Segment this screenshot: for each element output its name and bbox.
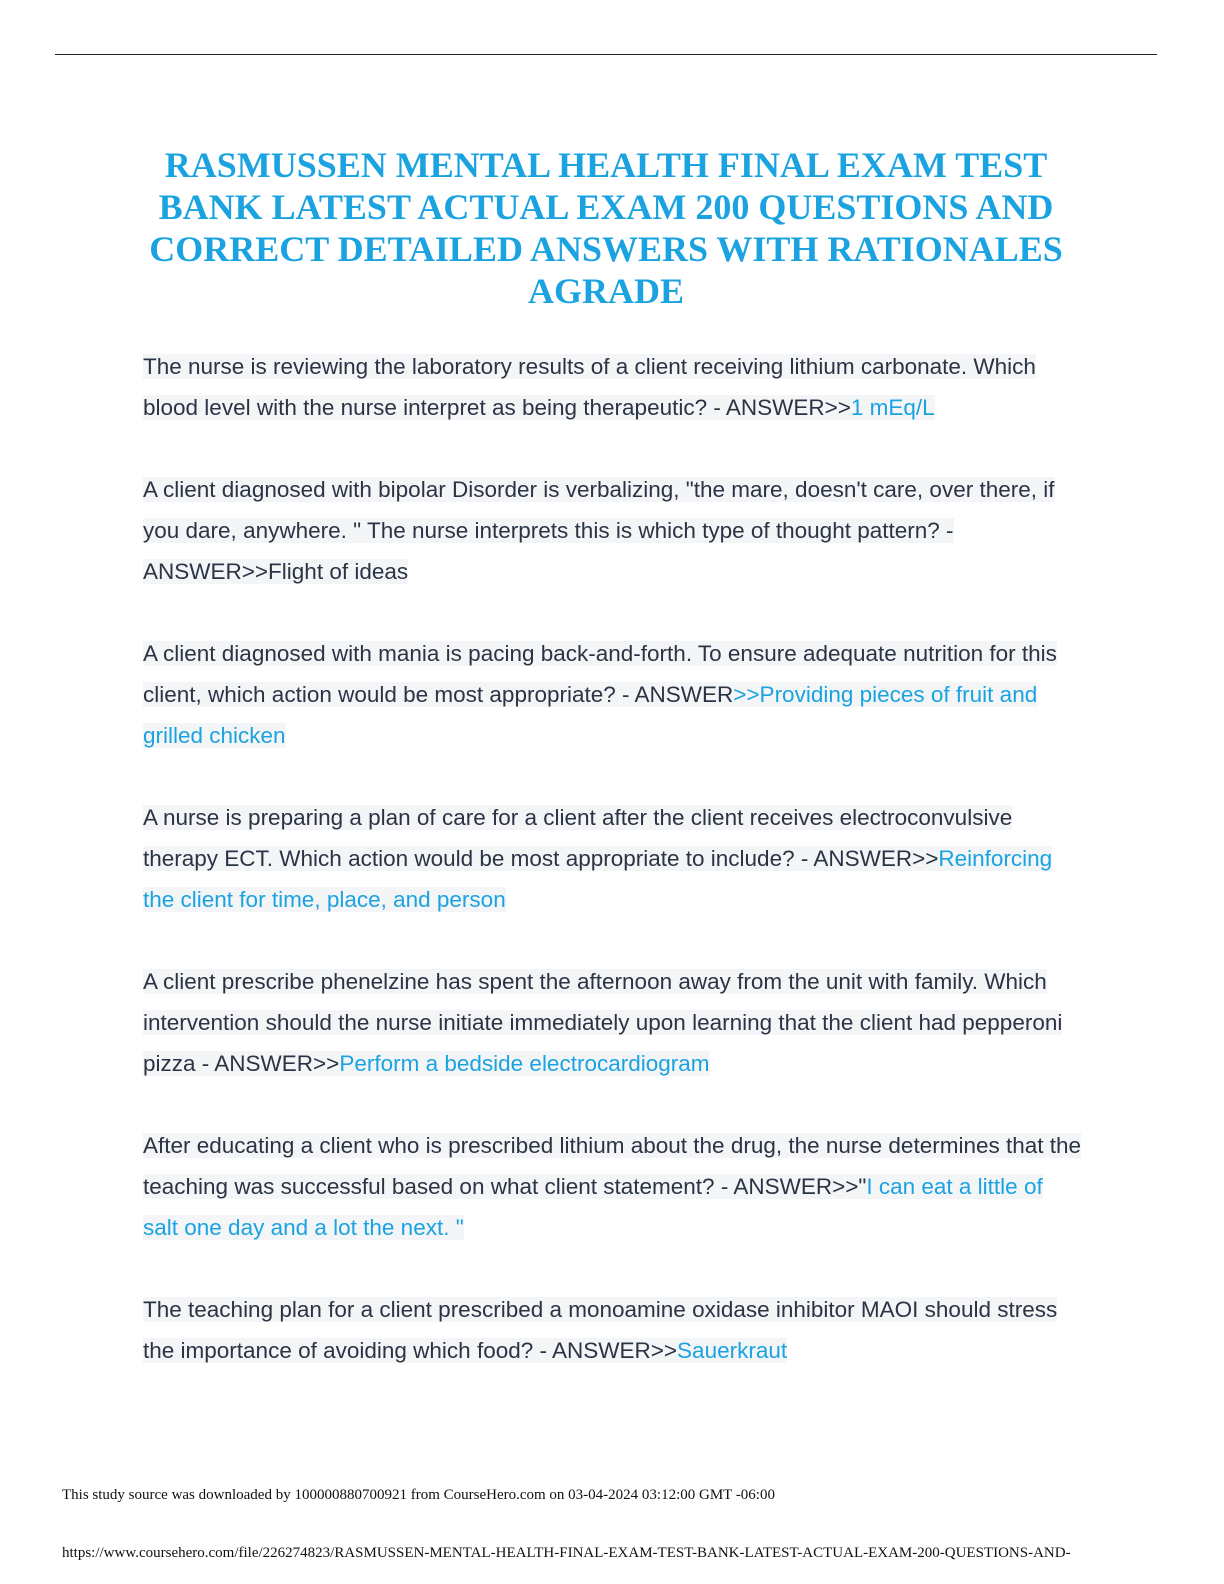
- question-text: After educating a client who is prescribed lithium about the drug, the nurse determines that the teaching was successful based on what client statement? - ANSWER>>": [143, 1133, 1082, 1199]
- qa-item: [143, 1289, 1083, 1371]
- answer-text: 1 mEq/L: [850, 395, 935, 420]
- question-text: A client diagnosed with bipolar Disorder is verbalizing, "the mare, doesn't care, over there, if you dare, anywhere. " The nurse interprets this is which type of thought pattern? - ANSWER>>: [143, 477, 1055, 584]
- qa-text: [143, 969, 1062, 1076]
- qa-item: [143, 961, 1083, 1084]
- question-text: A nurse is preparing a plan of care for a client after the client receives electroconvulsive therapy ECT. Which action would be most appropriate to include? - ANSWER>>: [143, 805, 1013, 871]
- qa-text: [143, 1297, 1057, 1363]
- answer-text: >>Providing pieces of fruit and grilled chicken: [143, 682, 1038, 748]
- answer-text: Sauerkraut: [677, 1338, 788, 1363]
- answer-text: Flight of ideas: [268, 559, 409, 584]
- qa-text: [143, 641, 1057, 748]
- question-text: The teaching plan for a client prescribed a monoamine oxidase inhibitor MAOI should stress the importance of avoiding which food? - ANSWER>>: [143, 1297, 1058, 1363]
- header-rule: [55, 54, 1157, 55]
- question-text: The nurse is reviewing the laboratory results of a client receiving lithium carbonate. Which blood level with the nurse interpret as being therapeutic? - ANSWER>>: [143, 354, 1036, 420]
- source-url[interactable]: https://www.coursehero.com/file/226274823/RASMUSSEN-MENTAL-HEALTH-FINAL-EXAM-TEST-BANK-LATEST-ACTUAL-EXAM-200-QUESTIONS-AND-: [62, 1545, 1071, 1561]
- download-notice: This study source was downloaded by 100000880700921 from CourseHero.com on 03-04-2024 03:12:00 GMT -06:00: [62, 1487, 775, 1503]
- question-text: A client prescribe phenelzine has spent the afternoon away from the unit with family. Which intervention should the nurse initiate immediately upon learning that the client had pepperoni pizza - ANSWER>>: [143, 969, 1063, 1076]
- document-title: RASMUSSEN MENTAL HEALTH FINAL EXAM TEST BANK LATEST ACTUAL EXAM 200 QUESTIONS AND CORRECT DETAILED ANSWERS WITH RATIONALES AGRADE: [149, 145, 1063, 311]
- answer-text: I can eat a little of salt one day and a lot the next. ": [143, 1174, 1043, 1240]
- qa-text: [143, 1133, 1081, 1240]
- qa-text: [143, 354, 1036, 420]
- answer-text: Reinforcing the client for time, place, and person: [143, 846, 1053, 912]
- qa-list: [143, 346, 1083, 1412]
- qa-item: [143, 633, 1083, 756]
- qa-item: [143, 797, 1083, 920]
- qa-text: [143, 805, 1052, 912]
- qa-item: [143, 1125, 1083, 1248]
- qa-item: [143, 469, 1083, 592]
- answer-text: Perform a bedside electrocardiogram: [339, 1051, 710, 1076]
- qa-item: [143, 346, 1083, 428]
- question-text: A client diagnosed with mania is pacing back-and-forth. To ensure adequate nutrition for this client, which action would be most appropriate? - ANSWER: [143, 641, 1057, 707]
- qa-text: [143, 477, 1055, 584]
